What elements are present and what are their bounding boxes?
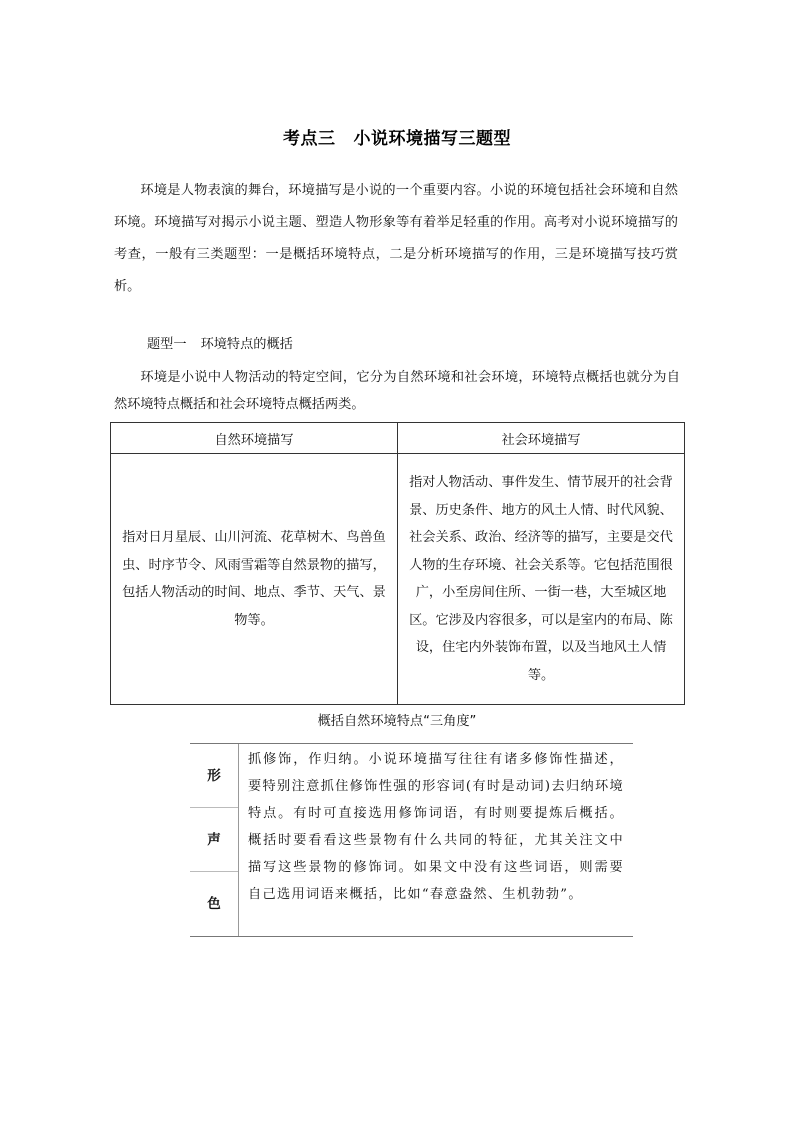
natural-description: 指对日月星辰、山川河流、花草树木、鸟兽鱼虫、时序节令、风雨雪霜等自然景物的描写，包括人物活动的时间、地点、季节、天气、景物等。 [122, 530, 386, 628]
angles-box [190, 743, 633, 937]
cell-social [398, 454, 685, 705]
title-part-2: 小说环境描写三题型 [353, 129, 511, 149]
angle-label-color: 色 [207, 896, 221, 912]
table-header-row [111, 423, 685, 454]
page-title [0, 124, 794, 149]
header-social: 社会环境描写 [398, 423, 685, 454]
angles-caption: 概括自然环境特点“三角度” [317, 714, 477, 729]
intro-paragraph: 环境是人物表演的舞台，环境描写是小说的一个重要内容。小说的环境包括社会环境和自然环境。环境描写对揭示小说主题、塑造人物形象等有着举足轻重的作用。高考对小说环境描写的考查，一般有三类题型：一是概括环境特点，二是分析环境描写的作用，三是环境描写技巧赏析。 [114, 183, 678, 294]
section-number: 题型一 [147, 337, 187, 352]
angle-label-sound: 声 [190, 808, 238, 872]
title-part-1: 考点三 [283, 129, 336, 149]
header-natural: 自然环境描写 [111, 423, 398, 454]
angle-labels-column [190, 744, 239, 936]
cell-natural [111, 454, 398, 705]
angle-label-shape: 形 [190, 744, 238, 808]
table-row [111, 454, 685, 705]
section-paragraph: 环境是小说中人物活动的特定空间，它分为自然环境和社会环境，环境特点概括也就分为自然环境特点概括和社会环境特点概括两类。 [114, 370, 680, 412]
section-name: 环境特点的概括 [200, 337, 293, 352]
section-heading [147, 333, 293, 352]
environment-comparison-table [110, 422, 685, 705]
social-description: 指对人物活动、事件发生、情节展开的社会背景、历史条件、地方的风土人情、时代风貌、社会关系、政治、经济等的描写，主要是交代人物的生存环境、社会关系等。它包括范围很广，小至房间住所、一街一巷，大至城区地区。它涉及内容很多，可以是室内的布局、陈设，住宅内外装饰布置，以及当地风土人情等。 [409, 475, 673, 683]
angles-explanation: 抓修饰，作归纳。小说环境描写往往有诸多修饰性描述，要特别注意抓住修饰性强的形容词(有时是动词)去归纳环境特点。有时可直接选用修饰词语，有时则要提炼后概括。概括时要看看这些景物有什么共同的特征，尤其关注文中描写这些景物的修饰词。如果文中没有这些词语，则需要自己选用词语来概括，比如“春意盎然、生机勃勃”。 [248, 752, 624, 902]
